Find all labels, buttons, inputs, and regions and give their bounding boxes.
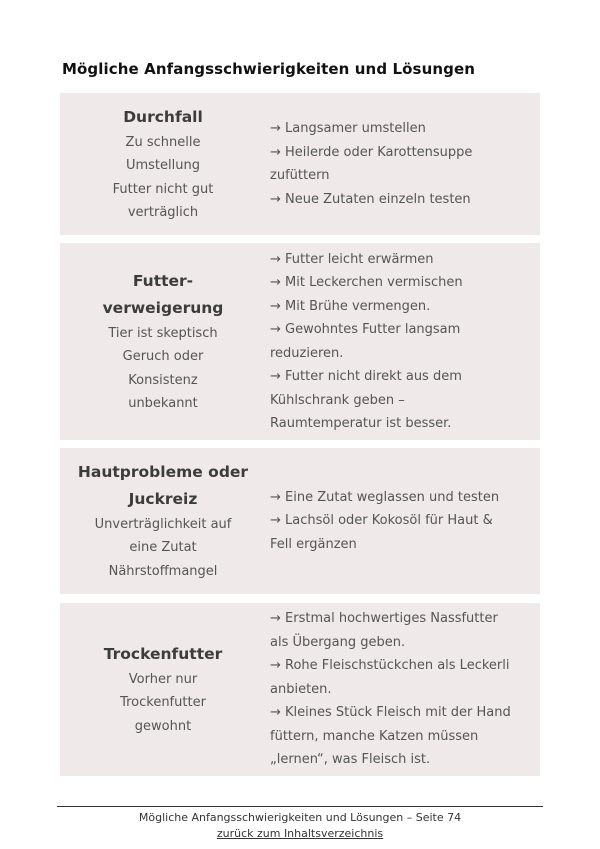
problem-cause-column xyxy=(60,603,266,776)
problem-heading: Durchfall xyxy=(123,107,203,126)
cause-line: Konsistenz xyxy=(128,372,198,388)
solution-line: → Lachsöl oder Kokosöl für Haut & xyxy=(270,513,493,529)
problem-card-durchfall xyxy=(60,93,540,235)
solution-line: Raumtemperatur ist besser. xyxy=(270,416,452,431)
cause-line: Unverträglichkeit auf xyxy=(94,516,232,532)
cause-line: Futter nicht gut xyxy=(112,181,214,197)
problem-heading: Trockenfutter xyxy=(103,644,223,663)
toc-link[interactable]: zurück zum Inhaltsverzeichnis xyxy=(216,827,384,840)
solution-line: „lernen“, was Fleisch ist. xyxy=(270,752,431,768)
solution-column xyxy=(270,243,538,440)
solution-line: → Rohe Fleischstückchen als Leckerli xyxy=(270,658,510,674)
problem-cause-column xyxy=(60,448,266,594)
solution-line: als Übergang geben. xyxy=(270,634,406,650)
cause-line: verträglich xyxy=(127,205,199,220)
solution-line: → Eine Zutat weglassen und testen xyxy=(270,489,500,505)
solution-line: → Mit Brühe vermengen. xyxy=(270,298,431,314)
solution-line: anbieten. xyxy=(270,681,332,697)
footer-page-info: Mögliche Anfangsschwierigkeiten und Lösungen – Seite 74 xyxy=(138,811,462,824)
cause-line: eine Zutat xyxy=(129,540,197,556)
problem-card-futterverweigerung xyxy=(60,243,540,440)
solution-line: → Erstmal hochwertiges Nassfutter xyxy=(270,611,498,627)
cause-line: Tier ist skeptisch xyxy=(108,325,218,341)
problem-cause-column xyxy=(60,93,266,235)
problem-heading: verweigerung xyxy=(102,298,224,317)
solution-line: reduzieren. xyxy=(270,345,344,361)
solution-line: → Mit Leckerchen vermischen xyxy=(270,275,463,290)
solution-line: füttern, manche Katzen müssen xyxy=(270,728,479,744)
solution-line: → Futter nicht direkt aus dem xyxy=(270,369,462,384)
cause-line: Vorher nur xyxy=(128,671,198,687)
cause-line: unbekannt xyxy=(128,396,198,411)
cause-line: Trockenfutter xyxy=(120,695,206,711)
solution-column xyxy=(270,603,538,776)
solution-line: Fell ergänzen xyxy=(270,536,357,552)
solution-line: → Langsamer umstellen xyxy=(270,121,426,136)
problem-heading: Hautprobleme oder xyxy=(77,462,249,481)
footer-divider xyxy=(57,806,543,807)
page-footer xyxy=(0,810,600,842)
cause-line: Geruch oder xyxy=(122,349,204,364)
solution-line: → Kleines Stück Fleisch mit der Hand xyxy=(270,705,511,721)
problem-heading: Juckreiz xyxy=(128,489,198,508)
solution-line: → Futter leicht erwärmen xyxy=(270,251,434,267)
cause-line: Zu schnelle xyxy=(125,134,201,150)
solution-column xyxy=(270,448,538,594)
solution-line: zufüttern xyxy=(270,168,330,183)
solution-line: → Gewohntes Futter langsam xyxy=(270,322,461,337)
problem-heading: Futter- xyxy=(132,271,194,290)
solution-column xyxy=(270,93,538,235)
solution-line: → Heilerde oder Karottensuppe xyxy=(270,144,473,160)
cause-line: Umstellung xyxy=(125,158,200,173)
problem-cause-column xyxy=(60,243,266,440)
solution-line: Kühlschrank geben – xyxy=(270,392,405,408)
cause-line: gewohnt xyxy=(134,718,192,734)
cause-line: Nährstoffmangel xyxy=(108,563,218,579)
problem-card-trockenfutter xyxy=(60,603,540,776)
solution-line: → Neue Zutaten einzeln testen xyxy=(270,191,471,207)
page-title: Mögliche Anfangsschwierigkeiten und Lösungen xyxy=(62,60,476,78)
problem-card-hautprobleme xyxy=(60,448,540,594)
